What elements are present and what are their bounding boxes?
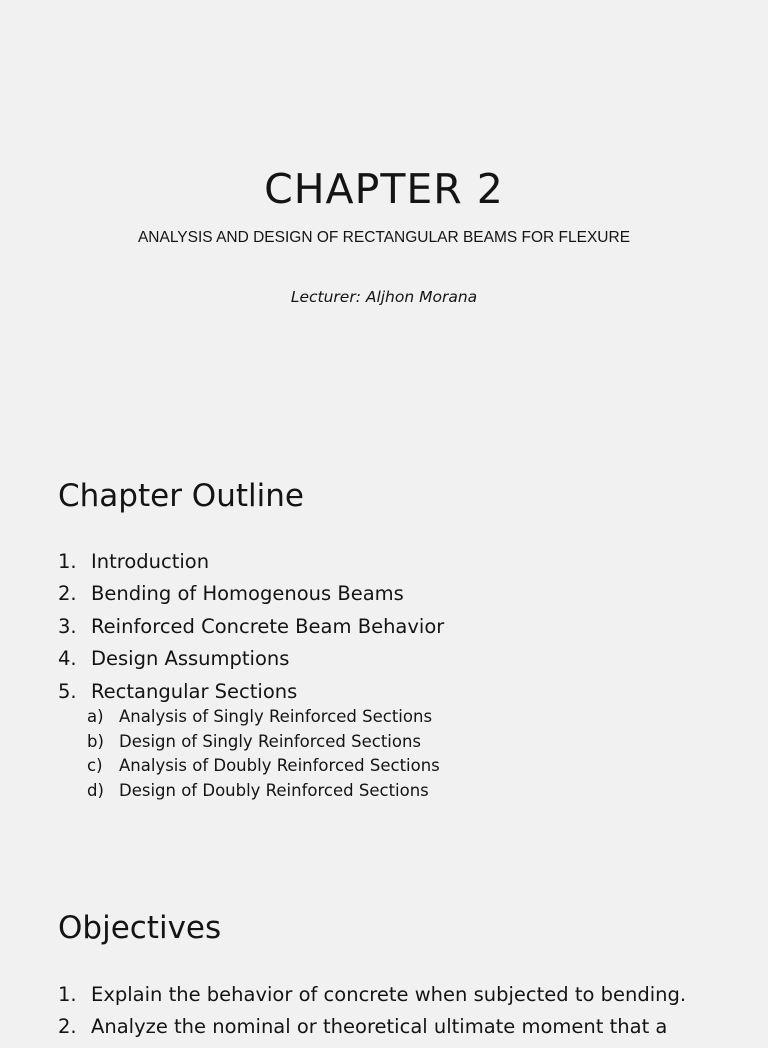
outline-subitem (87, 756, 440, 781)
outline-subitem (87, 781, 440, 806)
objectives-heading: Objectives (58, 910, 222, 946)
list-number: 2. (58, 582, 77, 606)
objective-item-label: Explain the behavior of concrete when subjected to bending. (91, 983, 687, 1006)
objective-item (58, 983, 686, 1015)
outline-item (58, 647, 444, 679)
outline-subitem-label: Design of Singly Reinforced Sections (119, 731, 422, 751)
objectives-list (58, 983, 686, 1048)
outline-item-label: Rectangular Sections (91, 679, 298, 703)
chapter-title: CHAPTER 2 (264, 165, 504, 213)
sublist-letter: c) (87, 756, 103, 776)
outline-item-label: Bending of Homogenous Beams (91, 582, 404, 606)
list-number: 1. (58, 983, 77, 1006)
sublist-letter: d) (87, 781, 104, 801)
list-number: 4. (58, 647, 77, 671)
list-number: 1. (58, 550, 77, 573)
outline-list (58, 550, 444, 712)
sublist-letter: b) (87, 731, 104, 751)
list-number: 2. (58, 1015, 77, 1039)
outline-subitem (87, 707, 440, 732)
objectives-slide (0, 880, 768, 1039)
outline-subitem-label: Analysis of Singly Reinforced Sections (119, 707, 433, 726)
outline-sublist (87, 707, 440, 806)
title-slide (0, 48, 768, 432)
outline-item (58, 550, 444, 582)
outline-item (58, 615, 444, 647)
list-number: 5. (58, 679, 77, 703)
list-number: 3. (58, 614, 77, 638)
outline-item-label: Reinforced Concrete Beam Behavior (91, 614, 445, 638)
outline-subitem-label: Analysis of Doubly Reinforced Sections (119, 756, 440, 776)
objective-item-label: Analyze the nominal or theoretical ultimate moment that a (91, 1015, 668, 1039)
outline-item-label: Introduction (91, 550, 210, 573)
outline-subitem (87, 732, 440, 757)
objective-item (58, 1015, 686, 1047)
outline-item (58, 582, 444, 614)
lecturer-name: Lecturer: Aljhon Morana (290, 288, 478, 306)
sublist-letter: a) (87, 707, 104, 726)
outline-subitem-label: Design of Doubly Reinforced Sections (119, 781, 429, 801)
chapter-subtitle: ANALYSIS AND DESIGN OF RECTANGULAR BEAMS FOR FLEXURE (137, 229, 631, 246)
outline-slide (0, 448, 768, 832)
outline-item-label: Design Assumptions (91, 647, 290, 671)
outline-heading: Chapter Outline (58, 478, 304, 514)
